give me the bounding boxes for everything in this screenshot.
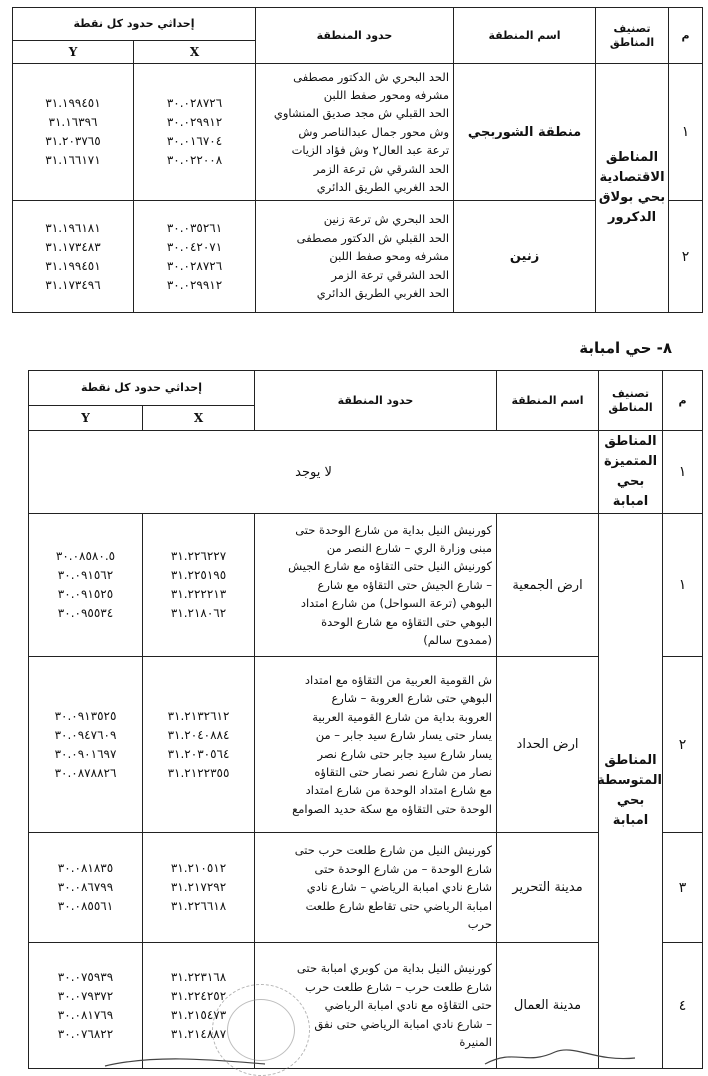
coord-value: ٣١.٢٢٦٦١٨ [170, 899, 227, 913]
coord-value: ٣٠.٠٩١٥٢٥ [57, 587, 114, 601]
row-index: ١ [663, 514, 703, 657]
area-name-header: اسم المنطقة [454, 8, 596, 64]
coord-value: ٣٠.٠٨١٨٣٥ [57, 861, 114, 875]
boundaries-cell [256, 64, 454, 201]
coord-value: ٣١.٢١٢٢٣٥٥ [167, 765, 230, 780]
boundary-line: مشرفه ومحور صفط اللبن [323, 87, 450, 102]
row-index: ١ [663, 431, 703, 514]
boundary-line: – شارع الجيش حتى التقاؤه مع شارع [317, 577, 493, 592]
x-coords-cell [143, 833, 255, 943]
coord-value: ٣١.٢٢٢٢١٣ [170, 587, 227, 601]
boundary-line: مشرفه ومحو صفط اللبن [329, 249, 450, 264]
boundary-line: كورنيش النيل بداية من شارع الوحدة حتى [295, 522, 493, 537]
area-name: ارض الجمعية [497, 514, 599, 657]
boundary-line: مبنى وزارة الري – شارع النصر من [326, 540, 493, 555]
boundary-line: كورنيش النيل حتى التقاؤه مع شارع الجيش [288, 559, 493, 574]
boundary-line: شارع الوحدة – من شارع الوحدة حتى [314, 861, 493, 876]
coord-value: ٣١.٢١٣٢٦١٢ [167, 708, 230, 723]
y-coords-cell [13, 64, 134, 201]
signature-strokes [95, 1040, 655, 1068]
y-coords-cell [29, 833, 143, 943]
boundary-line: – شارع نادي امبابة الرياضي حتى نفق [314, 1016, 493, 1031]
coord-value: ٣٠.٠٧٦٨٢٢ [57, 1026, 114, 1041]
classification-cell: المناطق المتميزة بحي امبابة [599, 431, 663, 514]
y-coords-cell [29, 514, 143, 657]
boundaries-cell [255, 833, 497, 943]
coords-header: إحداثي حدود كل نقطة [29, 371, 255, 406]
coord-value: ٣١.١٧٣٤٨٣ [45, 239, 101, 254]
coord-value: ٣٠.٠٧٥٩٣٩ [57, 969, 114, 984]
boundary-line: الحد البحري ش الدكتور مصطفى [293, 69, 450, 84]
y-coords-cell [29, 657, 143, 833]
empty-note: لا يوجد [29, 431, 599, 514]
row-index: ٣ [663, 833, 703, 943]
section-title: ٨- حي امبابة [579, 339, 672, 357]
classification-header: تصنيف المناطق [596, 8, 669, 64]
boundary-line: البوهي حتى التقاؤه مع شارع الوحدة [321, 614, 493, 629]
boundary-line: حتى التقاؤه مع نادي امبابة الرياضي [324, 998, 493, 1013]
y-header: Y [29, 406, 143, 431]
boundary-line: (ممدوح سالم) [423, 633, 493, 648]
coord-value: ٣١.٢٢٣١٦٨ [170, 969, 227, 984]
coords-header: إحداثي حدود كل نقطة [13, 8, 256, 41]
boundary-line: كورنيش النيل بداية من كوبري امبابة حتى [296, 961, 493, 976]
x-coords-cell [143, 514, 255, 657]
coord-value: ٣١.٢٠٤٠٨٨٤ [167, 727, 230, 742]
coord-value: ٣١.١٩٩٤٥١ [45, 96, 101, 110]
boundary-line: الحد القبلي ش مجد صديق المنشاوي [273, 106, 450, 121]
y-header: Y [13, 41, 134, 64]
coord-value: ٣١.٢١٥٤٧٣ [170, 1007, 227, 1022]
area-name: مدينة التحرير [497, 833, 599, 943]
area-name: مدينة العمال [497, 943, 599, 1069]
index-header: م [669, 8, 703, 64]
coord-value: ٣٠.٠١٦٧٠٤ [166, 134, 223, 148]
coord-value: ٣١.١٩٩٤٥١ [45, 258, 101, 273]
boundary-line: نصار من شارع نصر نصار حتى التقاؤه [314, 764, 493, 779]
boundary-line: الوحدة حتى التقاؤه مع سكة حديد الصوامع [292, 801, 493, 816]
boundary-line: البوهي (ترعة السواحل) من شارع امتداد [300, 596, 493, 611]
coord-value: ٣٠.٠٢٨٧٢٦ [166, 258, 223, 273]
coord-value: ٣٠.٠٢٩٩١٢ [166, 115, 223, 129]
boundary-line: يسار حتى يسار شارع سيد جابر – من [315, 728, 493, 743]
boundary-line: كورنيش النيل من شارع طلعت حرب حتى [294, 843, 493, 858]
imbaba-zones-table [28, 370, 703, 1069]
x-coords-cell [143, 657, 255, 833]
boundary-line: امبابة الرياضي حتى تقاطع شارع طلعت [305, 898, 493, 913]
boundaries-cell [255, 514, 497, 657]
x-coords-cell [134, 64, 256, 201]
coord-value: ٣٠.٠٢٨٧٢٦ [166, 96, 223, 110]
coord-value: ٣٠.٠٢٩٩١٢ [166, 277, 223, 292]
economic-zones-table [12, 7, 703, 313]
coord-value: ٣١.١٦٦١٧١ [45, 153, 101, 167]
boundary-line: ش القومية العربية من التقاؤه مع امتداد [304, 672, 493, 687]
boundary-line: المنيرة [459, 1035, 493, 1050]
boundary-line: مع شارع امتداد الوحدة من شارع امتداد [305, 783, 493, 798]
boundary-line: الحد الغربي الطريق الدائري [316, 286, 450, 301]
row-index: ٢ [669, 201, 703, 313]
boundary-line: العروبة بداية من شارع القومية العربية [312, 709, 493, 724]
boundary-line: الحد الغربي الطريق الدائري [316, 180, 450, 195]
x-header: X [134, 41, 256, 64]
classification-cell: المناطق المتوسطة بحي امبابة [599, 514, 663, 1069]
coord-value: ٣١.١٩٦١٨١ [45, 220, 101, 235]
classification-header: تصنيف المناطق [599, 371, 663, 431]
coord-value: ٣١.٢٢٤٢٥٢ [170, 988, 227, 1003]
coord-value: ٣١.٢٠٣٧٦٥ [45, 134, 101, 148]
boundaries-cell [255, 657, 497, 833]
coord-value: ٣٠.٠٩٠١٦٩٧ [54, 746, 117, 761]
boundary-line: حرب [467, 917, 493, 932]
classification-cell: المناطق الاقتصادية بحي بولاق الدكرور [596, 64, 669, 313]
index-header: م [663, 371, 703, 431]
boundary-line: الحد الشرقي ترعة الزمر [331, 267, 450, 282]
coord-value: ٣٠.٠٨٧٨٨٢٦ [54, 765, 117, 780]
area-name-header: اسم المنطقة [497, 371, 599, 431]
boundaries-header: حدود المنطقة [256, 8, 454, 64]
y-coords-cell [13, 201, 134, 313]
coord-value: ٣١.٢١٨٠٦٢ [170, 606, 227, 620]
x-coords-cell [134, 201, 256, 313]
coord-value: ٣١.١٦٣٩٦ [48, 115, 98, 129]
coord-value: ٣٠.٠٩٤٧٦٠٩ [54, 727, 117, 742]
boundary-line: يسار شارع سيد جابر حتى شارع نصر [317, 746, 493, 761]
coord-value: ٣١.٢١٧٢٩٢ [170, 880, 227, 894]
boundary-line: البوهي حتى شارع العروبة – شارع [331, 691, 493, 706]
coord-value: ٣١.٢١٤٨٨٧ [170, 1026, 227, 1041]
coord-value: ٣٠.٠٩٥٥٣٤ [57, 606, 114, 620]
boundary-line: شارع نادي امبابة الرياضي – شارع نادي [306, 880, 493, 895]
coord-value: ٣٠.٠٨٥٨٠.٥ [55, 549, 116, 563]
boundary-line: شارع طلعت حرب – شارع طلعت حرب [305, 979, 493, 994]
boundaries-cell [256, 201, 454, 313]
row-index: ١ [669, 64, 703, 201]
coord-value: ٣٠.٠٩١٣٥٢٥ [54, 708, 117, 723]
coord-value: ٣٠.٠٢٢٠٠٨ [166, 153, 223, 167]
coord-value: ٣٠.٠٤٢٠٧١ [166, 239, 223, 254]
row-index: ٤ [663, 943, 703, 1069]
boundaries-header: حدود المنطقة [255, 371, 497, 431]
coord-value: ٣٠.٠٨١٧٦٩ [57, 1007, 114, 1022]
area-name: ارض الحداد [497, 657, 599, 833]
x-header: X [143, 406, 255, 431]
coord-value: ٣١.١٧٣٤٩٦ [45, 277, 101, 292]
row-index: ٢ [663, 657, 703, 833]
boundary-line: الحد القبلي ش الدكتور مصطفى [296, 230, 450, 245]
coord-value: ٣١.٢٢٦٢٢٧ [170, 549, 227, 563]
coord-value: ٣٠.٠٩١٥٦٢ [57, 568, 114, 582]
area-name: زنين [454, 201, 596, 313]
coord-value: ٣٠.٠٣٥٢٦١ [166, 220, 223, 235]
boundary-line: الحد البحري ش ترعة زنين [323, 212, 450, 227]
coord-value: ٣٠.٠٨٦٧٩٩ [57, 880, 114, 894]
boundary-line: الحد الشرقي ش ترعة الزمر [313, 161, 450, 176]
coord-value: ٣١.٢٠٣٠٥٦٤ [167, 746, 230, 761]
coord-value: ٣٠.٠٧٩٣٧٢ [57, 988, 114, 1003]
coord-value: ٣١.٢١٠٥١٢ [170, 861, 227, 875]
boundary-line: وش محور جمال عبدالناصر وش [298, 124, 450, 139]
coord-value: ٣٠.٠٨٥٥٦١ [57, 899, 114, 913]
area-name: منطقة الشوربجي [454, 64, 596, 201]
coord-value: ٣١.٢٢٥١٩٥ [170, 568, 227, 582]
boundary-line: ترعة عبد العال٢ وش فؤاد الزيات [291, 143, 450, 158]
